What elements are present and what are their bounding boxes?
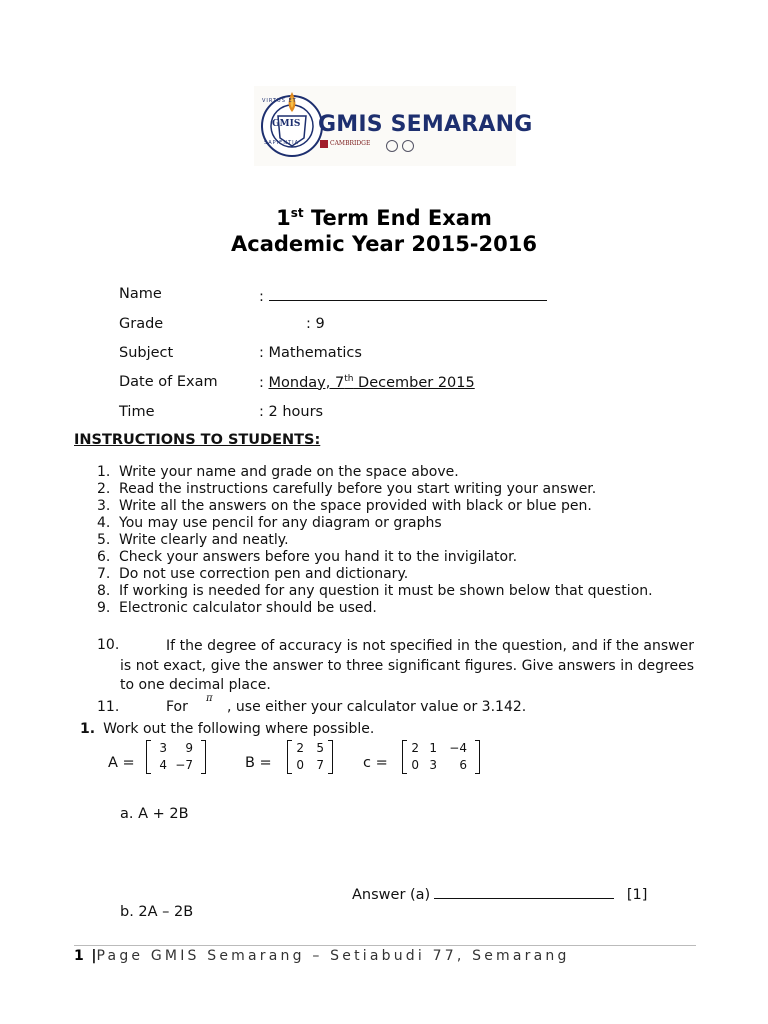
footer-sep: | <box>91 948 97 964</box>
list-item-10-text: If the degree of accuracy is not specified in the question, and if the answer is not exact, give the answer to three significant figures. Give answers in degrees to one decimal place. <box>120 638 694 693</box>
footer-divider <box>74 945 696 946</box>
answer-a-field[interactable] <box>352 884 647 903</box>
date-part-a: Monday, 7 <box>268 374 345 391</box>
pi-symbol: π <box>206 693 213 704</box>
matrix-cell: 7 <box>316 758 324 772</box>
matrix-c <box>402 740 480 774</box>
matrix-cell: −7 <box>175 758 193 772</box>
grade-value: : 9 <box>306 316 325 332</box>
matrix-cell: 3 <box>159 741 167 755</box>
list-text: Write all the answers on the space provided with black or blue pen. <box>119 498 592 514</box>
crest-motto-bottom: SAPIENTIA <box>264 140 300 146</box>
matrix-cell: −4 <box>449 741 467 755</box>
academic-year: Academic Year 2015-2016 <box>231 232 537 256</box>
matrix-cell: 2 <box>296 741 304 755</box>
list-item-11-text: , use either your calculator value or 3.142. <box>227 699 527 715</box>
matrix-cell: 1 <box>429 741 437 755</box>
list-text: You may use pencil for any diagram or graphs <box>119 515 442 531</box>
list-item-11-for: For <box>166 699 188 715</box>
list-item <box>97 532 697 549</box>
list-item <box>97 549 697 566</box>
name-blank-line <box>269 286 547 301</box>
date-label: Date of Exam <box>119 374 218 390</box>
name-sep: : <box>259 289 264 305</box>
matrix-b <box>287 740 333 774</box>
list-num: 2. <box>97 481 111 497</box>
list-item <box>97 481 697 498</box>
list-item <box>97 583 657 600</box>
matrix-cell: 3 <box>429 758 437 772</box>
part-a: a. A + 2B <box>120 806 189 822</box>
list-num: 6. <box>97 549 111 565</box>
title-line1: Term End Exam <box>303 206 492 230</box>
list-text: Write your name and grade on the space above. <box>119 464 459 480</box>
list-num: 1. <box>97 464 111 480</box>
title-ordinal: 1 <box>276 206 291 230</box>
date-value <box>259 374 475 391</box>
list-num: 8. <box>97 583 111 599</box>
list-text: Write clearly and neatly. <box>119 532 289 548</box>
partner-seal-icon-2 <box>402 140 414 152</box>
question-number: 1. <box>80 721 96 737</box>
exam-title <box>0 206 768 230</box>
list-num: 4. <box>97 515 111 531</box>
answer-a-marks: [1] <box>626 887 648 903</box>
list-item <box>97 464 697 481</box>
name-label: Name <box>119 286 162 302</box>
date-sup: th <box>344 374 354 384</box>
partner-seal-icon <box>386 140 398 152</box>
list-item <box>97 600 697 617</box>
answer-a-label: Answer (a) <box>352 887 431 903</box>
matrix-cell: 5 <box>316 741 324 755</box>
list-text: If working is needed for any question it must be shown below that question. <box>119 583 653 599</box>
time-label: Time <box>119 404 155 420</box>
matrix-cell: 2 <box>411 741 419 755</box>
matrix-cell: 6 <box>459 758 467 772</box>
footer-text: Page GMIS Semarang – Setiabudi 77, Semarang <box>96 948 570 964</box>
page-footer <box>74 948 570 964</box>
question-text: Work out the following where possible. <box>103 721 375 737</box>
matrix-cell: 9 <box>185 741 193 755</box>
list-num: 9. <box>97 600 111 616</box>
subject-label: Subject <box>119 345 174 361</box>
instructions-heading: INSTRUCTIONS TO STUDENTS: <box>74 432 321 448</box>
matrix-cell: 0 <box>296 758 304 772</box>
date-sep: : <box>259 374 264 391</box>
date-text <box>269 375 475 391</box>
time-value: : 2 hours <box>259 404 324 420</box>
list-item <box>97 515 697 532</box>
list-text: Electronic calculator should be used. <box>119 600 377 616</box>
name-field[interactable] <box>259 286 547 305</box>
list-num: 3. <box>97 498 111 514</box>
crest-motto-top: VIRTUS ET <box>262 98 297 104</box>
list-item <box>97 498 697 515</box>
list-text: Check your answers before you hand it to the invigilator. <box>119 549 518 565</box>
list-num: 7. <box>97 566 111 582</box>
school-name: GMIS SEMARANG <box>318 112 533 137</box>
list-text: Read the instructions carefully before you start writing your answer. <box>119 481 597 497</box>
list-num-10: 10. <box>97 637 120 653</box>
cambridge-shield-icon <box>320 140 328 148</box>
question-1 <box>80 721 374 737</box>
matrix-b-label: B = <box>245 755 272 771</box>
matrix-cell: 0 <box>411 758 419 772</box>
list-num: 5. <box>97 532 111 548</box>
list-item <box>97 566 697 583</box>
matrix-a-label: A = <box>108 755 135 771</box>
matrix-a <box>146 740 206 774</box>
subject-value: : Mathematics <box>259 345 362 361</box>
answer-a-line <box>434 884 614 899</box>
grade-label: Grade <box>119 316 164 332</box>
matrix-c-label: c = <box>363 755 388 771</box>
crest-text: GMIS <box>272 119 301 129</box>
title-ordinal-suffix: st <box>290 206 304 220</box>
matrix-cell: 4 <box>159 758 167 772</box>
page-number: 1 <box>74 948 84 964</box>
partner-text: CAMBRIDGE <box>330 140 371 147</box>
list-text: Do not use correction pen and dictionary. <box>119 566 409 582</box>
part-b: b. 2A – 2B <box>120 904 194 920</box>
date-part-b: December 2015 <box>353 374 475 391</box>
list-num-11: 11. <box>97 699 120 715</box>
instructions-list <box>97 464 697 617</box>
